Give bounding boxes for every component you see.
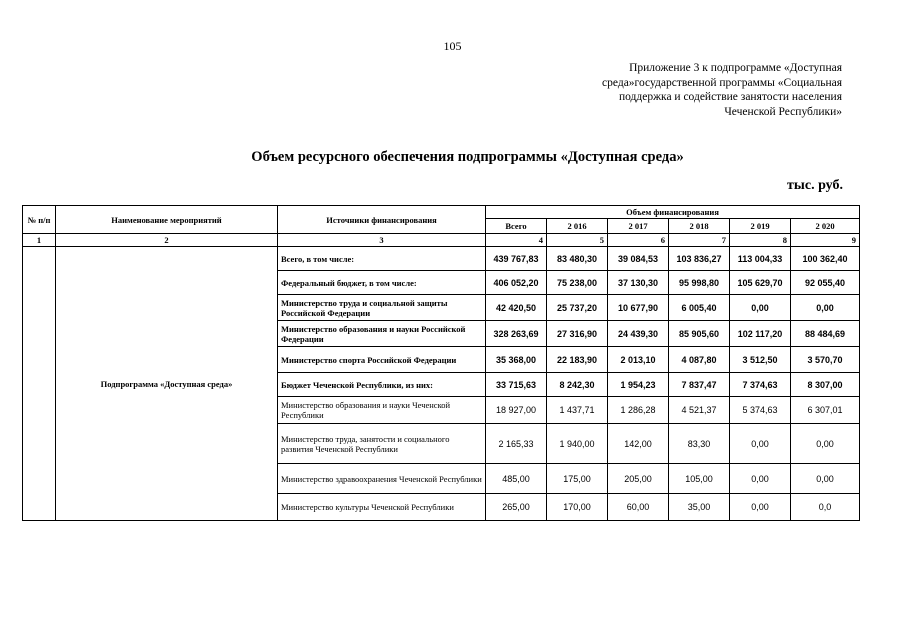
value-cell: 1 940,00 [547, 424, 608, 464]
value-cell: 406 052,20 [486, 271, 547, 295]
source-cell: Министерство образования и науки Российской Федерации [278, 321, 486, 347]
header-event: Наименование мероприятий [56, 206, 278, 234]
value-cell: 35 368,00 [486, 347, 547, 373]
value-cell: 142,00 [608, 424, 669, 464]
value-cell: 7 374,63 [730, 373, 791, 397]
value-cell: 27 316,90 [547, 321, 608, 347]
value-cell: 439 767,83 [486, 247, 547, 271]
value-cell: 4 087,80 [669, 347, 730, 373]
column-number-cell: 2 [56, 234, 278, 247]
value-cell: 7 837,47 [669, 373, 730, 397]
value-cell: 33 715,63 [486, 373, 547, 397]
value-cell: 103 836,27 [669, 247, 730, 271]
value-cell: 4 521,37 [669, 397, 730, 424]
value-cell: 0,00 [730, 295, 791, 321]
source-cell: Министерство труда, занятости и социального развития Чеченской Республики [278, 424, 486, 464]
value-cell: 10 677,90 [608, 295, 669, 321]
value-cell: 6 005,40 [669, 295, 730, 321]
value-cell: 3 570,70 [791, 347, 860, 373]
page-number: 105 [443, 39, 462, 53]
value-cell: 1 437,71 [547, 397, 608, 424]
column-number-cell: 9 [791, 234, 860, 247]
source-cell: Бюджет Чеченской Республики, из них: [278, 373, 486, 397]
value-cell: 0,0 [791, 494, 860, 521]
column-number-cell: 5 [547, 234, 608, 247]
value-cell: 39 084,53 [608, 247, 669, 271]
value-cell: 328 263,69 [486, 321, 547, 347]
source-cell: Министерство здравоохранения Чеченской Республики [278, 464, 486, 494]
value-cell: 6 307,01 [791, 397, 860, 424]
value-cell: 83,30 [669, 424, 730, 464]
value-cell: 0,00 [730, 424, 791, 464]
units-label: тыс. руб. [787, 178, 843, 193]
column-number-cell: 7 [669, 234, 730, 247]
value-cell: 8 307,00 [791, 373, 860, 397]
source-cell: Министерство труда и социальной защиты Российской Федерации [278, 295, 486, 321]
header-year: 2 019 [730, 219, 791, 234]
program-name-cell: Подпрограмма «Доступная среда» [56, 247, 278, 521]
value-cell: 100 362,40 [791, 247, 860, 271]
value-cell: 83 480,30 [547, 247, 608, 271]
value-cell: 3 512,50 [730, 347, 791, 373]
column-number-cell: 6 [608, 234, 669, 247]
appendix-line: Чеченской Республики» [724, 105, 842, 118]
source-cell: Министерство культуры Чеченской Республики [278, 494, 486, 521]
appendix-note [602, 61, 842, 119]
value-cell: 170,00 [547, 494, 608, 521]
header-year: 2 018 [669, 219, 730, 234]
value-cell: 5 374,63 [730, 397, 791, 424]
column-number-cell: 1 [23, 234, 56, 247]
value-cell: 102 117,20 [730, 321, 791, 347]
value-cell: 1 286,28 [608, 397, 669, 424]
header-year: 2 017 [608, 219, 669, 234]
value-cell: 0,00 [791, 295, 860, 321]
column-number-cell: 8 [730, 234, 791, 247]
value-cell: 0,00 [730, 494, 791, 521]
header-sources: Источники финансирования [278, 206, 486, 234]
value-cell: 35,00 [669, 494, 730, 521]
financing-table [22, 205, 860, 521]
header-year: 2 020 [791, 219, 860, 234]
value-cell: 265,00 [486, 494, 547, 521]
value-cell: 24 439,30 [608, 321, 669, 347]
value-cell: 8 242,30 [547, 373, 608, 397]
value-cell: 2 013,10 [608, 347, 669, 373]
value-cell: 105,00 [669, 464, 730, 494]
value-cell: 485,00 [486, 464, 547, 494]
source-cell: Всего, в том числе: [278, 247, 486, 271]
value-cell: 18 927,00 [486, 397, 547, 424]
row-number-cell [23, 247, 56, 521]
header-volume: Объем финансирования [486, 206, 860, 219]
appendix-line: среда»государственной программы «Социальная [602, 76, 842, 89]
source-cell: Федеральный бюджет, в том числе: [278, 271, 486, 295]
value-cell: 88 484,69 [791, 321, 860, 347]
header-year: 2 016 [547, 219, 608, 234]
value-cell: 92 055,40 [791, 271, 860, 295]
value-cell: 113 004,33 [730, 247, 791, 271]
value-cell: 37 130,30 [608, 271, 669, 295]
value-cell: 75 238,00 [547, 271, 608, 295]
value-cell: 105 629,70 [730, 271, 791, 295]
table-row [23, 247, 860, 271]
value-cell: 95 998,80 [669, 271, 730, 295]
document-title: Объем ресурсного обеспечения подпрограммы «Доступная среда» [251, 149, 684, 165]
column-number-cell: 4 [486, 234, 547, 247]
value-cell: 0,00 [791, 464, 860, 494]
header-num: № п/п [23, 206, 56, 234]
source-cell: Министерство спорта Российской Федерации [278, 347, 486, 373]
value-cell: 2 165,33 [486, 424, 547, 464]
value-cell: 25 737,20 [547, 295, 608, 321]
source-cell: Министерство образования и науки Чеченской Республики [278, 397, 486, 424]
value-cell: 205,00 [608, 464, 669, 494]
value-cell: 1 954,23 [608, 373, 669, 397]
column-number-cell: 3 [278, 234, 486, 247]
value-cell: 0,00 [730, 464, 791, 494]
value-cell: 175,00 [547, 464, 608, 494]
value-cell: 42 420,50 [486, 295, 547, 321]
appendix-line: Приложение 3 к подпрограмме «Доступная [629, 62, 842, 74]
column-number-row [23, 234, 860, 247]
appendix-line: поддержка и содействие занятости населения [618, 91, 842, 103]
value-cell: 60,00 [608, 494, 669, 521]
value-cell: 0,00 [791, 424, 860, 464]
value-cell: 85 905,60 [669, 321, 730, 347]
value-cell: 22 183,90 [547, 347, 608, 373]
header-year: Всего [486, 219, 547, 234]
